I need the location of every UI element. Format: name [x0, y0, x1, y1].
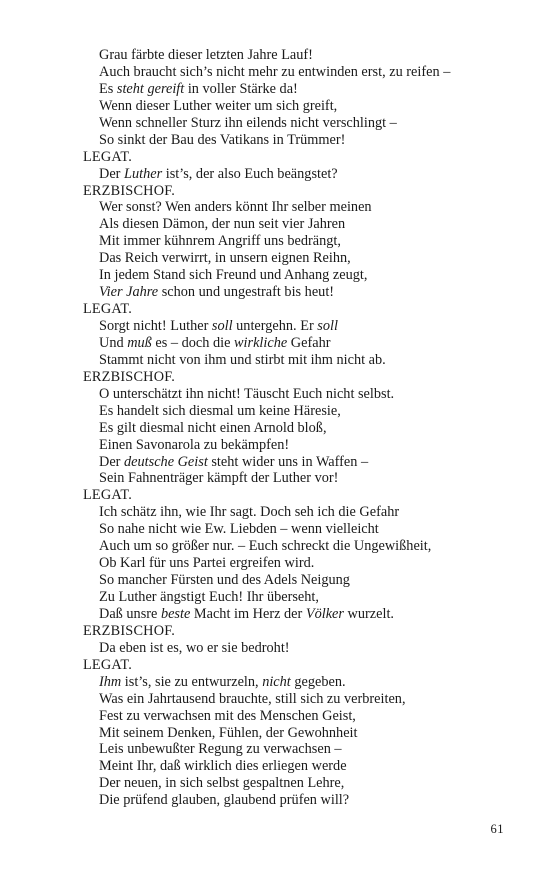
line-text: Der	[99, 165, 125, 182]
line-text: So nahe nicht wie Ew. Liebden – wenn vielleicht	[99, 521, 379, 538]
line-text: Die prüfend glauben, glaubend prüfen will?	[99, 792, 350, 809]
speaker-name	[83, 487, 523, 504]
line-text: So mancher Fürsten und des Adels Neigung	[99, 572, 350, 589]
verse-line	[83, 758, 523, 775]
emphasis-text: nicht	[262, 673, 291, 690]
line-text: steht wider uns in Waffen –	[207, 453, 369, 470]
line-text: ist’s, sie zu entwurzeln,	[121, 673, 263, 690]
line-text: LEGAT.	[83, 301, 132, 318]
line-text: Der neuen, in sich selbst gespaltnen Lehre,	[99, 775, 345, 792]
line-text: Ich schätz ihn, wie Ihr sagt. Doch seh ich die Gefahr	[99, 504, 400, 521]
verse-line	[83, 386, 523, 403]
line-text: LEGAT.	[83, 656, 132, 673]
verse-line	[83, 81, 523, 98]
emphasis-text: Luther	[124, 165, 163, 182]
line-text: Grau färbte dieser letzten Jahre Lauf!	[99, 47, 313, 63]
line-text: ERZBISCHOF.	[83, 368, 176, 385]
line-text: ERZBISCHOF.	[83, 182, 176, 199]
emphasis-text: soll	[211, 318, 233, 334]
line-text: Es handelt sich diesmal um keine Häresie,	[99, 402, 341, 419]
verse-line	[83, 640, 523, 657]
line-text: Macht im Herz der	[190, 605, 306, 622]
line-text: Da eben ist es, wo er sie bedroht!	[99, 639, 290, 656]
emphasis-text: steht gereift	[116, 80, 185, 97]
page-number: 61	[490, 822, 504, 836]
line-text: Ob Karl für uns Partei ergreifen wird.	[99, 555, 315, 572]
line-text: schon und ungestraft bis heut!	[158, 284, 335, 301]
line-text: ist’s, der also Euch beängstet?	[162, 165, 338, 182]
verse-line	[83, 454, 523, 471]
emphasis-text: Ihm	[99, 673, 122, 690]
speaker-name	[83, 149, 523, 166]
verse-line	[83, 284, 523, 301]
speaker-name	[83, 623, 523, 640]
line-text: ERZBISCHOF.	[83, 622, 176, 639]
line-text: Es gilt diesmal nicht einen Arnold bloß,	[99, 419, 327, 436]
verse-line	[83, 420, 523, 437]
line-text: Wer sonst? Wen anders könnt Ihr selber meinen	[99, 199, 372, 216]
verse-line	[83, 115, 523, 132]
line-text: Der	[99, 453, 125, 470]
emphasis-text: muß	[127, 334, 152, 351]
verse-line	[83, 741, 523, 758]
verse-line	[83, 792, 523, 809]
line-text: Sorgt nicht! Luther	[99, 318, 212, 334]
verse-line	[83, 470, 523, 487]
line-text: Es	[99, 80, 117, 97]
line-text: Mit seinem Denken, Fühlen, der Gewohnheit	[99, 724, 358, 741]
line-text: Was ein Jahrtausend brauchte, still sich zu verbreiten,	[99, 690, 406, 707]
line-text: LEGAT.	[83, 148, 132, 165]
verse-line	[83, 335, 523, 352]
verse-line	[83, 572, 523, 589]
line-text: Leis unbewußter Regung zu verwachsen –	[99, 741, 342, 758]
line-text: in voller Stärke da!	[184, 80, 298, 97]
line-text: gegeben.	[290, 673, 346, 690]
line-text: Einen Savonarola zu bekämpfen!	[99, 436, 290, 453]
line-text: es – doch die	[151, 334, 235, 351]
line-text: O unterschätzt ihn nicht! Täuscht Euch nicht selbst.	[99, 385, 395, 402]
speaker-name	[83, 657, 523, 674]
line-text: Das Reich verwirrt, in unsern eignen Reihn,	[99, 250, 351, 267]
line-text: Sein Fahnenträger kämpft der Luther vor!	[99, 470, 339, 487]
verse-line	[83, 589, 523, 606]
verse-line	[83, 199, 523, 216]
line-text: Und	[99, 334, 128, 351]
line-text: Daß unsre	[99, 605, 161, 622]
verse-line	[83, 47, 523, 64]
emphasis-text: deutsche Geist	[124, 453, 208, 470]
verse-line	[83, 521, 523, 538]
emphasis-text: Vier Jahre	[99, 284, 159, 301]
line-text: Zu Luther ängstigt Euch! Ihr überseht,	[99, 589, 319, 605]
verse-line	[83, 555, 523, 572]
line-text: Mit immer kühnrem Angriff uns bedrängt,	[99, 233, 341, 250]
line-text: LEGAT.	[83, 487, 132, 504]
line-text: Auch braucht sich’s nicht mehr zu entwinden erst, zu reifen –	[99, 63, 451, 80]
speaker-name	[83, 183, 523, 200]
line-text: Stammt nicht von ihm und stirbt mit ihm nicht ab.	[99, 351, 386, 368]
line-text: Auch um so größer nur. – Euch schreckt die Ungewißheit,	[99, 538, 432, 555]
emphasis-text: Völker	[305, 605, 344, 622]
verse-line	[83, 98, 523, 115]
line-text: untergehn. Er	[232, 318, 318, 334]
verse-line	[83, 775, 523, 792]
line-text: Meint Ihr, daß wirklich dies erliegen werde	[99, 758, 347, 775]
line-text: Wenn schneller Sturz ihn eilends nicht verschlingt –	[99, 114, 397, 131]
verse-line	[83, 606, 523, 623]
verse-line	[83, 132, 523, 149]
verse-line	[83, 318, 523, 335]
emphasis-text: wirkliche	[234, 334, 288, 351]
line-text: Fest zu verwachsen mit des Menschen Geist,	[99, 707, 356, 724]
speaker-name	[83, 301, 523, 318]
verse-line	[83, 538, 523, 555]
verse-line	[83, 674, 523, 691]
play-text	[83, 47, 523, 809]
verse-line	[83, 352, 523, 369]
speaker-name	[83, 369, 523, 386]
verse-line	[83, 267, 523, 284]
verse-line	[83, 64, 523, 81]
verse-line	[83, 437, 523, 454]
emphasis-text: soll	[317, 318, 338, 334]
verse-line	[83, 708, 523, 725]
verse-line	[83, 504, 523, 521]
verse-line	[83, 691, 523, 708]
line-text: wurzelt.	[343, 605, 394, 622]
line-text: Wenn dieser Luther weiter um sich greift,	[99, 97, 338, 114]
verse-line	[83, 233, 523, 250]
line-text: In jedem Stand sich Freund und Anhang zeugt,	[99, 267, 368, 284]
verse-line	[83, 250, 523, 267]
verse-line	[83, 216, 523, 233]
line-text: Als diesen Dämon, der nun seit vier Jahren	[99, 216, 346, 233]
verse-line	[83, 166, 523, 183]
verse-line	[83, 403, 523, 420]
verse-line	[83, 725, 523, 742]
emphasis-text: beste	[160, 605, 191, 622]
line-text: So sinkt der Bau des Vatikans in Trümmer!	[99, 131, 346, 148]
line-text: Gefahr	[287, 334, 331, 351]
